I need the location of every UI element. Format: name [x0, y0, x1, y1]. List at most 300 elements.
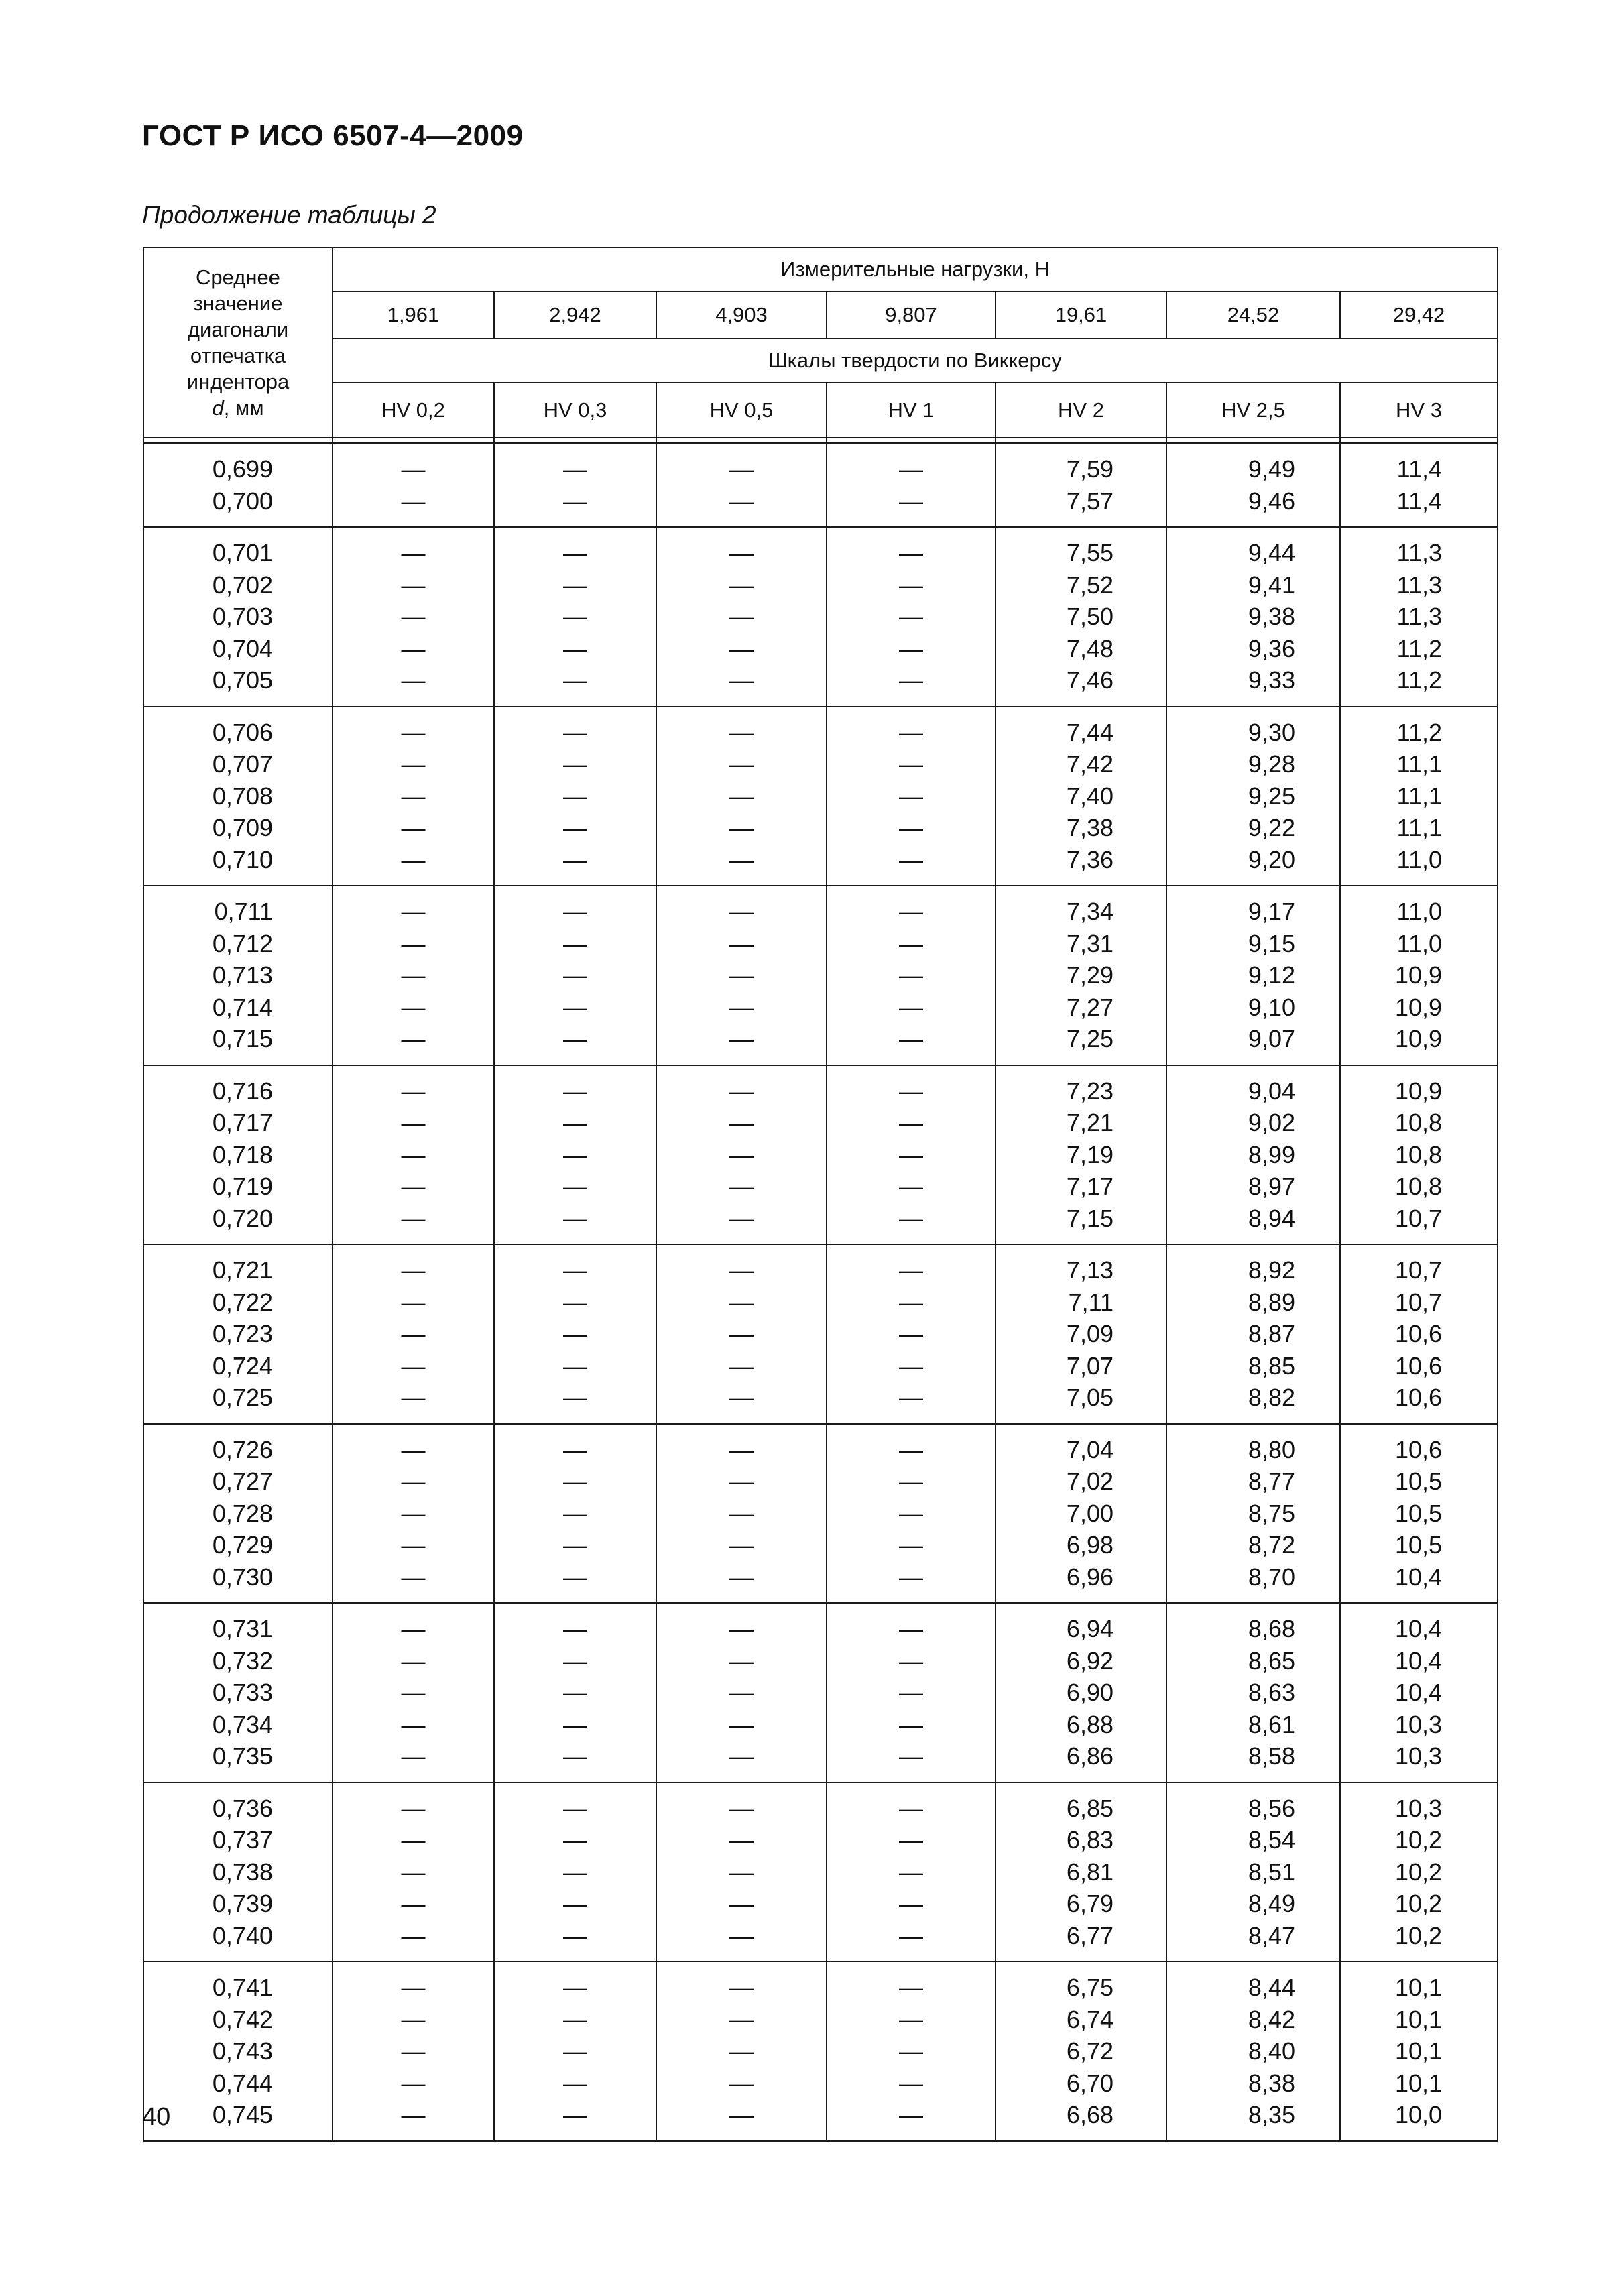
hv1-cell [827, 443, 996, 527]
hv03-value: — [563, 2037, 587, 2065]
diagonal-value: 0,729 [212, 1531, 273, 1559]
hv02-value: — [401, 2037, 426, 2065]
hv05-value: — [729, 1858, 754, 1886]
hv3-value: 11,0 [1396, 898, 1443, 925]
hv03-value: — [563, 1615, 587, 1642]
hv25-value: 8,68 [1248, 1615, 1295, 1642]
scale-header-cell: HV 0,5 [656, 383, 827, 438]
hv02-cell [333, 1065, 494, 1245]
hv25-value: 8,89 [1248, 1288, 1295, 1316]
vickers-hardness-table [143, 247, 1498, 2142]
hv2-value: 7,36 [1066, 845, 1114, 873]
page-number: 40 [142, 2103, 171, 2131]
diagonal-cell [143, 1244, 333, 1424]
hv1-value: — [899, 1204, 923, 1232]
hv25-cell [1166, 443, 1340, 527]
hv03-value: — [563, 845, 587, 873]
hv3-value: 11,3 [1396, 570, 1443, 599]
hv1-value: — [899, 634, 923, 662]
hv1-cell [827, 886, 996, 1065]
hv1-value: — [899, 2101, 923, 2128]
hv3-value: 11,4 [1396, 487, 1443, 515]
hv02-value: — [401, 1256, 426, 1284]
hv1-cell [827, 1424, 996, 1604]
table-row-group [143, 886, 1498, 1065]
hv03-value: — [563, 1025, 587, 1052]
hv03-value: — [563, 782, 587, 810]
hv05-cell [656, 886, 827, 1065]
hv2-value: 6,70 [1066, 2069, 1114, 2097]
hv3-value: 10,6 [1394, 1384, 1443, 1411]
hv25-value: 8,61 [1248, 1710, 1295, 1738]
diagonal-value: 0,725 [212, 1384, 273, 1411]
load-header-cell: 4,903 [656, 292, 827, 339]
diagonal-value: 0,731 [212, 1615, 273, 1642]
hv03-value: — [563, 1256, 587, 1284]
hv02-value: — [401, 1204, 426, 1232]
hv3-value: 10,9 [1394, 1077, 1443, 1105]
diagonal-value: 0,715 [212, 1025, 273, 1052]
hv3-cell [1340, 1244, 1498, 1424]
hv1-value: — [899, 1858, 923, 1886]
hv2-cell [996, 1244, 1166, 1424]
hv2-value: 7,09 [1066, 1320, 1114, 1347]
diagonal-value: 0,742 [212, 2005, 273, 2033]
hv03-cell [494, 527, 656, 707]
diagonal-value: 0,718 [212, 1140, 273, 1168]
hv2-cell [996, 1961, 1166, 2141]
hv3-cell [1340, 443, 1498, 527]
hv3-cell [1340, 1783, 1498, 1962]
hv2-value: 7,59 [1066, 455, 1114, 483]
table-row-group [143, 1424, 1498, 1604]
table-row-group [143, 707, 1498, 886]
hv3-value: 10,4 [1394, 1563, 1443, 1591]
hv25-value: 9,41 [1248, 570, 1295, 599]
table-row [143, 886, 1498, 1065]
hv25-value: 8,97 [1248, 1172, 1295, 1200]
diagonal-value: 0,730 [212, 1563, 273, 1591]
hv02-value: — [401, 1288, 426, 1316]
hv02-value: — [401, 2101, 426, 2128]
loads-title: Измерительные нагрузки, Н [333, 247, 1498, 292]
diagonal-value: 0,717 [212, 1109, 273, 1136]
hv1-value: — [899, 1890, 923, 1917]
hv25-value: 8,75 [1248, 1499, 1295, 1527]
diagonal-value: 0,703 [212, 603, 273, 630]
diagonal-value: 0,708 [212, 782, 273, 810]
hv2-value: 6,77 [1066, 1921, 1114, 1949]
hv05-value: — [729, 1890, 754, 1917]
hv1-value: — [899, 1384, 923, 1411]
diagonal-value: 0,723 [212, 1320, 273, 1347]
hv3-value: 11,0 [1396, 845, 1443, 873]
hv1-value: — [899, 1109, 923, 1136]
hv05-value: — [729, 2005, 754, 2033]
load-header-cell: 19,61 [996, 292, 1166, 339]
table-row-group [143, 527, 1498, 707]
hv25-value: 9,33 [1248, 666, 1295, 694]
hv03-value: — [563, 1742, 587, 1770]
hv02-value: — [401, 845, 426, 873]
hv25-value: 8,58 [1248, 1742, 1295, 1770]
hv25-value: 8,85 [1248, 1351, 1295, 1380]
scale-header-cell: HV 1 [827, 383, 996, 438]
table-row [143, 443, 1498, 527]
hv2-value: 6,92 [1066, 1646, 1114, 1675]
hv2-value: 7,40 [1066, 782, 1114, 810]
hv25-value: 9,30 [1248, 718, 1295, 746]
hv05-value: — [729, 539, 754, 566]
hv1-value: — [899, 814, 923, 841]
hv03-value: — [563, 1794, 587, 1822]
hv03-value: — [563, 1384, 587, 1411]
hv03-value: — [563, 1974, 587, 2001]
hv1-value: — [899, 1646, 923, 1675]
diagonal-value: 0,706 [212, 718, 273, 746]
diagonal-value: 0,739 [212, 1890, 273, 1917]
hv3-value: 11,1 [1396, 782, 1443, 810]
hv2-value: 6,68 [1066, 2101, 1114, 2128]
hv05-value: — [729, 1710, 754, 1738]
hv2-value: 7,27 [1066, 993, 1114, 1021]
hv02-value: — [401, 1172, 426, 1200]
diagonal-cell [143, 707, 333, 886]
hv05-value: — [729, 961, 754, 989]
hv03-value: — [563, 1172, 587, 1200]
hv25-value: 9,17 [1248, 898, 1295, 925]
hv1-value: — [899, 993, 923, 1021]
hv3-value: 10,2 [1394, 1921, 1443, 1949]
hv1-value: — [899, 1615, 923, 1642]
hv03-cell [494, 443, 656, 527]
hv02-value: — [401, 1974, 426, 2001]
hv05-cell [656, 527, 827, 707]
hv3-value: 10,8 [1394, 1140, 1443, 1168]
hv2-value: 7,13 [1066, 1256, 1114, 1284]
hv02-value: — [401, 1563, 426, 1591]
hv2-value: 7,21 [1066, 1109, 1114, 1136]
hv3-value: 11,4 [1396, 455, 1443, 483]
hv05-value: — [729, 570, 754, 599]
hv3-value: 10,6 [1394, 1351, 1443, 1380]
hv2-value: 6,81 [1066, 1858, 1114, 1886]
diagonal-value: 0,727 [212, 1467, 273, 1495]
hv25-cell [1166, 1783, 1340, 1962]
hv25-value: 8,70 [1248, 1563, 1295, 1591]
hv3-value: 10,3 [1394, 1742, 1443, 1770]
hv05-value: — [729, 782, 754, 810]
hv05-value: — [729, 1974, 754, 2001]
hv25-value: 8,80 [1248, 1435, 1295, 1463]
hv3-value: 10,8 [1394, 1172, 1443, 1200]
hv3-value: 10,1 [1394, 2005, 1443, 2033]
diagonal-value: 0,732 [212, 1646, 273, 1675]
hv02-value: — [401, 603, 426, 630]
diagonal-cell [143, 1603, 333, 1783]
diag-header-line: отпечатка [190, 344, 286, 367]
table-row [143, 1424, 1498, 1604]
diagonal-value: 0,741 [212, 1974, 273, 2001]
hv03-value: — [563, 570, 587, 599]
hv1-value: — [899, 1025, 923, 1052]
hv3-cell [1340, 527, 1498, 707]
diagonal-cell [143, 1961, 333, 2141]
diagonal-value: 0,711 [214, 898, 273, 925]
scale-header-cell: HV 0,3 [494, 383, 656, 438]
hv1-value: — [899, 1974, 923, 2001]
diagonal-value: 0,728 [212, 1499, 273, 1527]
hv3-value: 10,6 [1394, 1320, 1443, 1347]
hv02-value: — [401, 455, 426, 483]
hv1-value: — [899, 1435, 923, 1463]
hv02-value: — [401, 1826, 426, 1854]
hv2-value: 7,52 [1066, 570, 1114, 599]
table-row-group [143, 1065, 1498, 1245]
hv02-value: — [401, 1467, 426, 1495]
diag-header-line: значение [193, 292, 283, 315]
hv25-value: 8,82 [1248, 1384, 1295, 1411]
diag-header-variable: d [212, 396, 224, 420]
hv02-value: — [401, 1858, 426, 1886]
hv1-value: — [899, 961, 923, 989]
hv03-value: — [563, 487, 587, 515]
hv3-cell [1340, 1424, 1498, 1604]
hv2-value: 7,29 [1066, 961, 1114, 989]
hv03-value: — [563, 1351, 587, 1380]
hv2-cell [996, 1065, 1166, 1245]
hv2-value: 7,31 [1066, 929, 1114, 957]
hv02-value: — [401, 1890, 426, 1917]
hv1-value: — [899, 1826, 923, 1854]
hv03-value: — [563, 1826, 587, 1854]
hv3-value: 11,3 [1396, 603, 1443, 630]
diagonal-value: 0,726 [212, 1435, 273, 1463]
hv02-value: — [401, 1742, 426, 1770]
table-row [143, 1961, 1498, 2141]
hv05-value: — [729, 455, 754, 483]
hv02-value: — [401, 1109, 426, 1136]
hv02-cell [333, 707, 494, 886]
hv03-value: — [563, 1921, 587, 1949]
hv2-value: 7,48 [1066, 634, 1114, 662]
table-row [143, 1783, 1498, 1962]
diagonal-value: 0,702 [212, 570, 273, 599]
hv1-value: — [899, 570, 923, 599]
hv03-value: — [563, 961, 587, 989]
hv3-cell [1340, 1065, 1498, 1245]
hv03-value: — [563, 2005, 587, 2033]
hv1-value: — [899, 1679, 923, 1706]
diagonal-value: 0,733 [212, 1679, 273, 1706]
hv02-value: — [401, 1499, 426, 1527]
diagonal-cell [143, 1424, 333, 1604]
hv1-value: — [899, 929, 923, 957]
hv3-value: 10,5 [1394, 1531, 1443, 1559]
hv3-value: 10,5 [1394, 1499, 1443, 1527]
hv05-value: — [729, 1531, 754, 1559]
hv3-value: 10,3 [1394, 1794, 1443, 1822]
hv3-value: 10,4 [1394, 1615, 1443, 1642]
hv02-value: — [401, 1351, 426, 1380]
hv2-value: 6,88 [1066, 1710, 1114, 1738]
hv05-value: — [729, 1351, 754, 1380]
hv2-value: 7,25 [1066, 1025, 1114, 1052]
hv25-value: 8,99 [1248, 1140, 1295, 1168]
table-row-group [143, 443, 1498, 527]
hv2-value: 6,98 [1066, 1531, 1114, 1559]
hv2-value: 7,11 [1068, 1288, 1114, 1316]
hv05-value: — [729, 634, 754, 662]
diagonal-value: 0,721 [212, 1256, 273, 1284]
hv03-value: — [563, 1204, 587, 1232]
table-row [143, 1065, 1498, 1245]
load-header-cell: 29,42 [1340, 292, 1498, 339]
hv3-value: 10,7 [1394, 1256, 1443, 1284]
hv2-value: 6,79 [1066, 1890, 1114, 1917]
hv1-cell [827, 1065, 996, 1245]
hv03-value: — [563, 1679, 587, 1706]
hv03-value: — [563, 1563, 587, 1591]
hv02-value: — [401, 1531, 426, 1559]
hv1-cell [827, 1783, 996, 1962]
scale-header-cell: HV 0,2 [333, 383, 494, 438]
hv05-value: — [729, 1288, 754, 1316]
diagonal-value: 0,712 [212, 929, 273, 957]
diagonal-value: 0,735 [212, 1742, 273, 1770]
table-header [143, 247, 1498, 438]
hv03-value: — [563, 993, 587, 1021]
hv25-value: 9,46 [1248, 487, 1295, 515]
hv25-value: 8,65 [1248, 1646, 1295, 1675]
hv02-value: — [401, 2069, 426, 2097]
hv03-cell [494, 886, 656, 1065]
hv03-value: — [563, 539, 587, 566]
hv03-value: — [563, 1531, 587, 1559]
hv2-value: 7,07 [1066, 1351, 1114, 1380]
hv05-value: — [729, 1025, 754, 1052]
hv05-value: — [729, 1077, 754, 1105]
hv03-value: — [563, 1890, 587, 1917]
hv2-value: 6,72 [1066, 2037, 1114, 2065]
hv1-cell [827, 707, 996, 886]
hv05-value: — [729, 929, 754, 957]
diag-header-unit: , мм [223, 396, 264, 420]
diagonal-value: 0,743 [212, 2037, 273, 2065]
hv3-value: 11,2 [1396, 666, 1443, 694]
hv05-value: — [729, 2069, 754, 2097]
diagonal-value: 0,699 [212, 455, 273, 483]
hv3-value: 11,1 [1396, 814, 1443, 841]
hv02-value: — [401, 1794, 426, 1822]
hv1-value: — [899, 718, 923, 746]
table-row-group [143, 1603, 1498, 1783]
hv02-value: — [401, 539, 426, 566]
hv05-value: — [729, 1140, 754, 1168]
hv03-value: — [563, 750, 587, 778]
diag-header-line: Среднее [196, 265, 280, 289]
hv1-value: — [899, 1563, 923, 1591]
hv1-value: — [899, 603, 923, 630]
hv02-value: — [401, 929, 426, 957]
hv25-value: 8,38 [1248, 2069, 1295, 2097]
hv3-cell [1340, 707, 1498, 886]
hv2-cell [996, 1603, 1166, 1783]
hv25-value: 8,92 [1248, 1256, 1295, 1284]
hv05-cell [656, 1961, 827, 2141]
hv05-value: — [729, 1172, 754, 1200]
hv3-value: 11,2 [1396, 634, 1443, 662]
hv1-value: — [899, 1256, 923, 1284]
hv2-value: 7,46 [1066, 666, 1114, 694]
hv03-value: — [563, 1288, 587, 1316]
hv05-cell [656, 1065, 827, 1245]
hv2-value: 6,74 [1066, 2005, 1114, 2033]
hv03-value: — [563, 455, 587, 483]
hv05-value: — [729, 487, 754, 515]
hv25-value: 9,36 [1248, 634, 1295, 662]
hv3-value: 10,1 [1394, 1974, 1443, 2001]
diagonal-value: 0,713 [212, 961, 273, 989]
hv1-cell [827, 527, 996, 707]
hv25-cell [1166, 527, 1340, 707]
vickers-hardness-table-container [143, 247, 1497, 2142]
hv03-value: — [563, 603, 587, 630]
hv25-value: 9,04 [1248, 1077, 1295, 1105]
hv3-value: 10,7 [1394, 1288, 1443, 1316]
hv1-value: — [899, 1351, 923, 1380]
hv2-value: 7,19 [1066, 1140, 1114, 1168]
hv05-value: — [729, 1204, 754, 1232]
hv1-cell [827, 1961, 996, 2141]
hv05-value: — [729, 1109, 754, 1136]
diagonal-value: 0,704 [212, 634, 273, 662]
hv02-value: — [401, 1615, 426, 1642]
hv03-value: — [563, 1435, 587, 1463]
hv25-value: 8,87 [1248, 1320, 1295, 1347]
hv02-value: — [401, 634, 426, 662]
hv2-value: 7,55 [1066, 539, 1114, 566]
hv05-value: — [729, 1646, 754, 1675]
hv3-value: 10,8 [1394, 1109, 1443, 1136]
hv3-cell [1340, 886, 1498, 1065]
scales-title: Шкалы твердости по Виккерсу [333, 339, 1498, 383]
hv1-value: — [899, 1710, 923, 1738]
hv25-value: 9,38 [1248, 603, 1295, 630]
hv05-value: — [729, 1320, 754, 1347]
hv25-value: 8,77 [1248, 1467, 1295, 1495]
hv25-value: 8,35 [1248, 2101, 1295, 2128]
hv3-value: 10,2 [1394, 1858, 1443, 1886]
hv25-value: 9,15 [1248, 929, 1295, 957]
hv05-value: — [729, 1921, 754, 1949]
hv05-value: — [729, 1467, 754, 1495]
hv02-value: — [401, 1320, 426, 1347]
hv03-value: — [563, 1140, 587, 1168]
hv03-value: — [563, 634, 587, 662]
hv25-cell [1166, 1065, 1340, 1245]
hv2-cell [996, 443, 1166, 527]
hv2-value: 7,17 [1066, 1172, 1114, 1200]
diagonal-cell [143, 1065, 333, 1245]
hv25-cell [1166, 707, 1340, 886]
hv3-value: 10,9 [1394, 1025, 1443, 1052]
hv3-value: 11,1 [1396, 750, 1443, 778]
hv1-value: — [899, 1140, 923, 1168]
hv02-value: — [401, 2005, 426, 2033]
scale-header-cell: HV 2 [996, 383, 1166, 438]
hv05-cell [656, 1603, 827, 1783]
